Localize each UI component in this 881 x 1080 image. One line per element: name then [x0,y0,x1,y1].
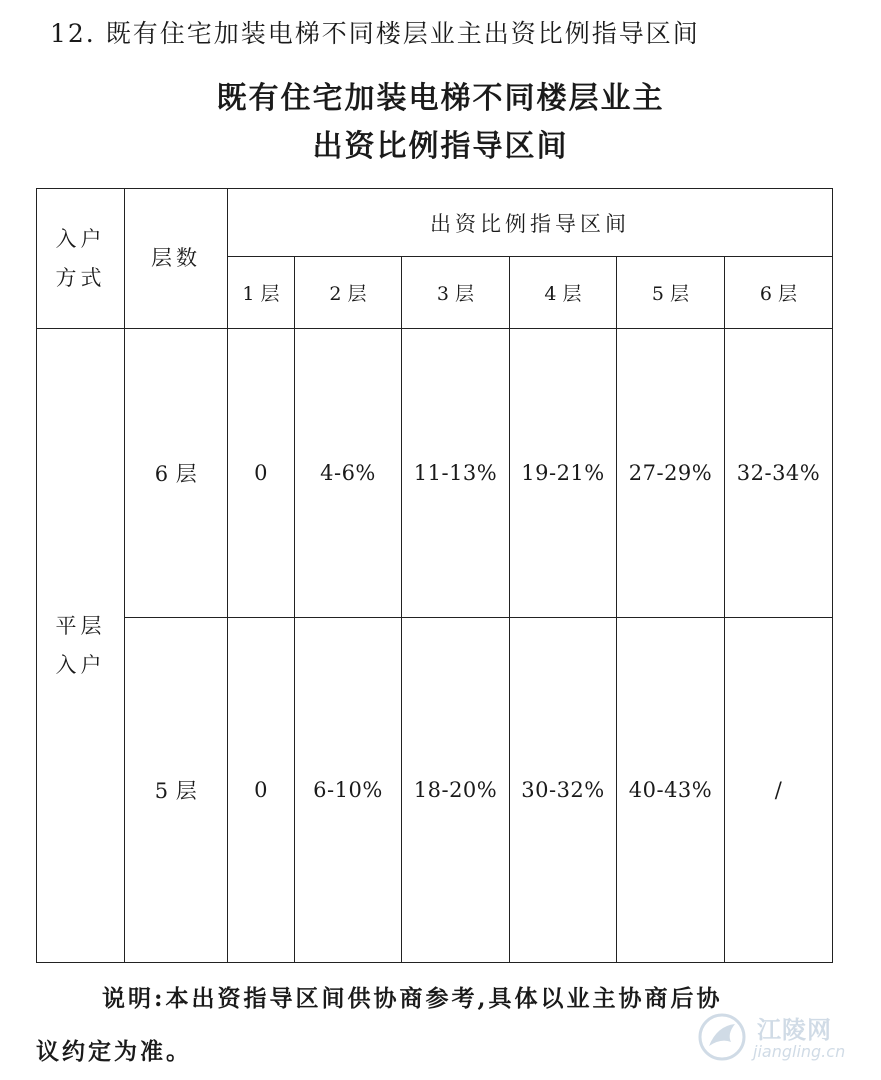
ratio-cell: 18-20% [402,618,510,963]
site-watermark [697,1010,865,1068]
ratio-cell: 40-43% [617,618,725,963]
title-line-2: 出资比例指导区间 [312,129,569,164]
floors-cell: 6 层 [125,329,228,618]
ratio-cell: 4-6% [295,329,402,618]
ratio-cell: 6-10% [295,618,402,963]
section-heading: 12. 既有住宅加装电梯不同楼层业主出资比例指导区间 [50,19,700,48]
ratio-cell: 0 [228,329,295,618]
table-row [37,329,833,618]
ratio-cell: / [725,618,833,963]
title-line-1: 既有住宅加装电梯不同楼层业主 [216,81,665,116]
ratio-cell: 32-34% [725,329,833,618]
floor-column-header: 2 层 [295,257,402,329]
ratio-cell: 11-13% [402,329,510,618]
note-line-1: 说明:本出资指导区间供协商参考,具体以业主协商后协 [102,985,723,1012]
entry-header-line-1: 入户 [55,226,106,251]
floor-column-header: 6 层 [725,257,833,329]
contribution-table [36,188,833,963]
entry-method-header [37,189,125,329]
entry-method-line-2: 入户 [55,652,106,677]
entry-method-line-1: 平层 [55,613,106,638]
note-line-2: 议约定为准。 [36,1038,192,1065]
ratio-cell: 0 [228,618,295,963]
ratio-cell: 30-32% [510,618,617,963]
watermark-logo-icon [697,1012,747,1062]
floor-column-header: 3 层 [402,257,510,329]
watermark-url: jiangling.cn [753,1042,846,1061]
table-row [37,618,833,963]
floors-cell: 5 层 [125,618,228,963]
floor-column-header: 5 层 [617,257,725,329]
watermark-name: 江陵网 [757,1016,832,1044]
ratio-cell: 27-29% [617,329,725,618]
floor-column-header: 1 层 [228,257,295,329]
floors-header: 层数 [125,189,228,329]
ratio-cell: 19-21% [510,329,617,618]
entry-method-cell [37,329,125,963]
entry-header-line-2: 方式 [55,265,106,290]
range-header: 出资比例指导区间 [228,189,833,257]
floor-column-header: 4 层 [510,257,617,329]
